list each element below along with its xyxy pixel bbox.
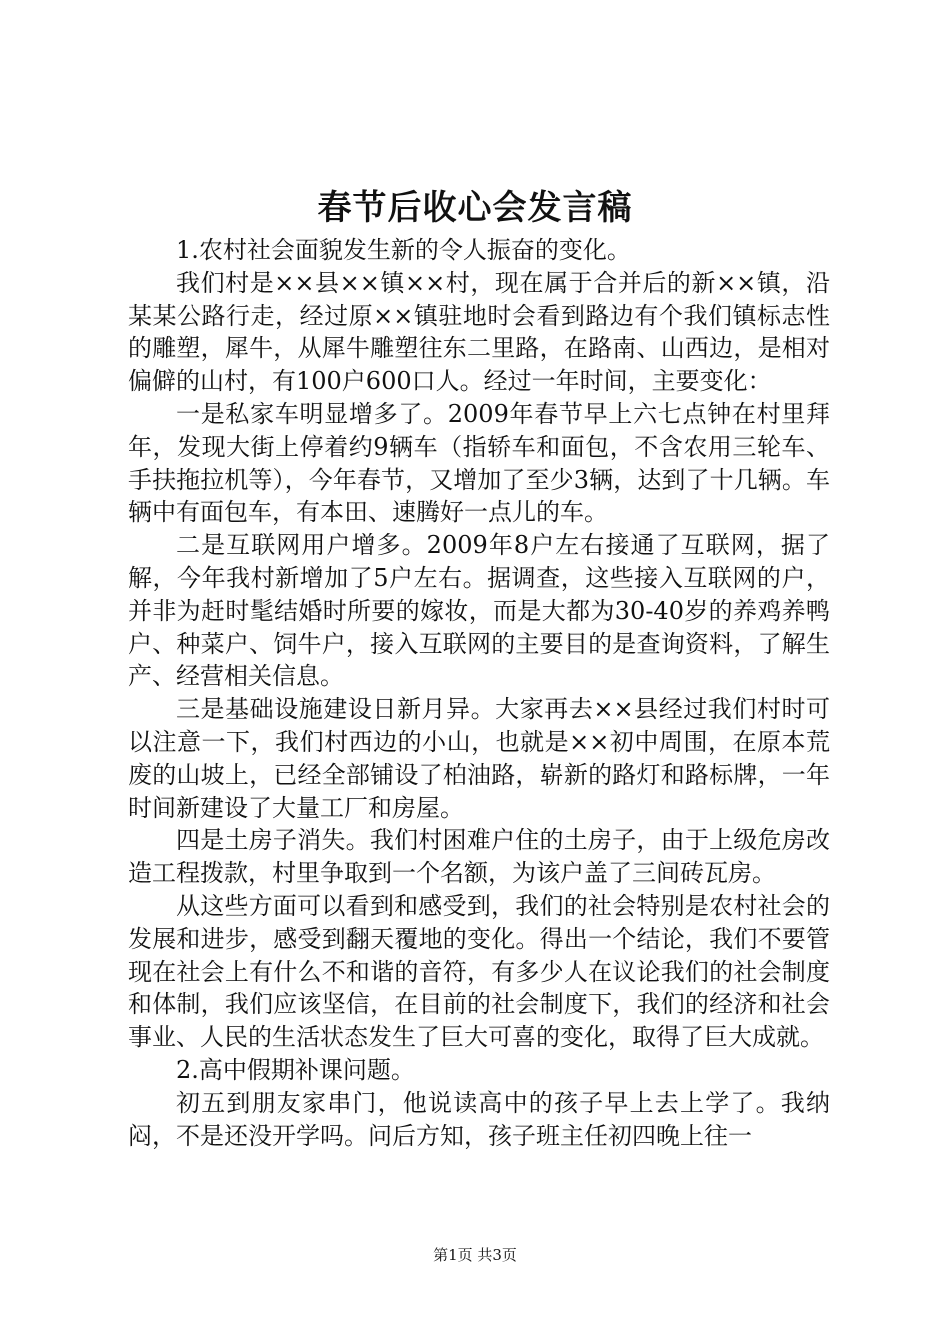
- document-title: 春节后收心会发言稿: [317, 188, 633, 228]
- document-body: [128, 234, 830, 1152]
- paragraph: 2.高中假期补课问题。: [176, 1055, 415, 1084]
- paragraph: 三是基础设施建设日新月异。大家再去××县经过我们村时可以注意一下，我们村西边的小山，也就是××初中周围，在原本荒废的山坡上，已经全部铺设了柏油路，崭新的路灯和路标牌，一年时间新建设了大量工厂和房屋。: [128, 695, 830, 822]
- paragraph: 初五到朋友家串门，他说读高中的孩子早上去上学了。我纳闷，不是还没开学吗。问后方知，孩子班主任初四晚上往一: [128, 1088, 830, 1150]
- paragraph: 1.农村社会面貌发生新的令人振奋的变化。: [176, 236, 631, 264]
- paragraph: 从这些方面可以看到和感受到，我们的社会特别是农村社会的发展和进步，感受到翻天覆地的变化。得出一个结论，我们不要管现在社会上有什么不和谐的音符，有多少人在议论我们的社会制度和体制，我们应该坚信，在目前的社会制度下，我们的经济和社会事业、人民的生活状态发生了巨大可喜的变化，取得了巨大成就。: [128, 891, 830, 1052]
- page-number-footer: 第1页 共3页: [433, 1246, 517, 1264]
- paragraph: 二是互联网用户增多。2009年8户左右接通了互联网，据了解，今年我村新增加了5户左右。据调查，这些接入互联网的户，并非为赶时髦结婚时所要的嫁妆，而是大都为30-40岁的养鸡养鸭户、种菜户、饲牛户，接入互联网的主要目的是查询资料，了解生产、经营相关信息。: [128, 531, 830, 691]
- paragraph: 四是土房子消失。我们村困难户住的土房子，由于上级危房改造工程拨款，村里争取到一个名额，为该户盖了三间砖瓦房。: [128, 826, 830, 888]
- paragraph: 一是私家车明显增多了。2009年春节早上六七点钟在村里拜年，发现大街上停着约9辆车（指轿车和面包，不含农用三轮车、手扶拖拉机等），今年春节，又增加了至少3辆，达到了十几辆。车辆中有面包车，有本田、速腾好一点儿的车。: [128, 399, 830, 527]
- paragraph: 我们村是××县××镇××村，现在属于合并后的新××镇，沿某某公路行走，经过原××镇驻地时会看到路边有个我们镇标志性的雕塑，犀牛，从犀牛雕塑往东二里路，在路南、山西边，是相对偏僻的山村，有100户600口人。经过一年时间，主要变化：: [128, 268, 830, 396]
